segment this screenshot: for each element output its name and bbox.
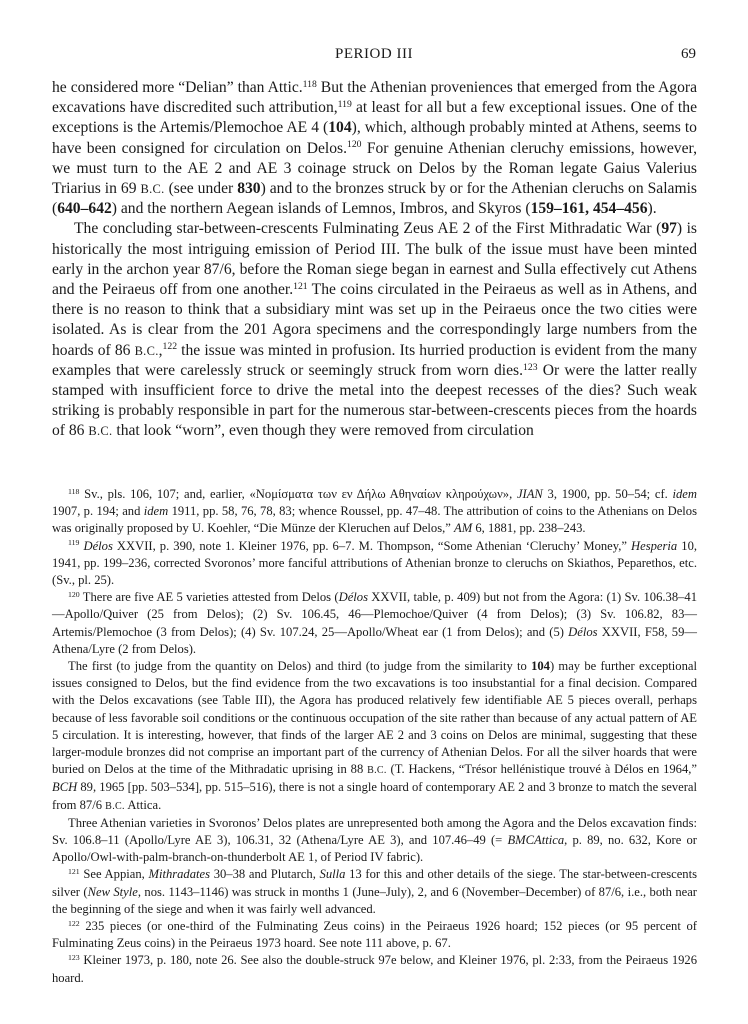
text-run: The first (to judge from the quantity on Delos) and third (to judge from the similarity to xyxy=(68,659,532,674)
footnote-number: 122 xyxy=(68,918,80,928)
text-run: that look “worn”, even though they were removed from circulation xyxy=(112,422,534,440)
text-run: Attica. xyxy=(124,797,162,812)
text-run: For genuine Athenian cleruchy emissions, however, we must turn to the AE 2 and AE 3 coinage struck on Delos by the Roman legate Gaius Valerius Triarius in 69 xyxy=(52,139,697,198)
book-title: Mithradates xyxy=(148,867,211,882)
main-text xyxy=(52,78,697,442)
text-run: There are five AE 5 varieties attested from Delos ( xyxy=(79,590,339,605)
footnote-ref[interactable]: 121 xyxy=(293,280,308,292)
text-run: 235 pieces (or one-third of the Fulminating Zeus coins) in the Peiraeus 1926 hoard; 152 pieces (or 95 percent of Fulminating Zeus coins) in the Peiraeus 1973 hoard. See note 111 above, p. 67. xyxy=(52,919,697,951)
text-run: Three Athenian varieties in Svoronos’ Delos plates are unrepresented both among the Agora and the Delos excavation finds: Sv. 106.8–11 (Apollo/Lyre AE 3), 106.31, 32 (Athena/Lyre AE 3), and 107.46–49 (= xyxy=(52,815,697,848)
italic-term: idem xyxy=(672,487,697,501)
text-run: ), which, although probably minted at Athens, seems to have been consigned for circulation on Delos. xyxy=(52,119,697,157)
paragraph xyxy=(52,219,697,441)
footnote-120-continuation xyxy=(52,658,697,815)
era-abbrev: B.C. xyxy=(140,182,165,197)
text-run: ) is historically the most intriguing emission of Period III. The bulk of the issue must have been minted early in the archon year 87/6, before the Roman siege began in earnest and Sulla effectively cut Athens and the Peiraeus off from one another. xyxy=(52,220,697,299)
footnote-118 xyxy=(52,486,697,538)
text-run: But the Athenian proveniences that emerged from the Agora excavations have discredited such attribution, xyxy=(52,79,697,117)
text-run: Or were the latter really stamped with insufficient force to drive the metal into the deepest recesses of the dies? Such weak striking is probably responsible in part for the numerous star-between-crescents pieces from the hoards of 86 xyxy=(52,361,697,440)
era-abbrev: B.C. xyxy=(367,765,387,777)
era-abbrev: B.C. xyxy=(105,800,125,812)
footnote-number: 118 xyxy=(68,486,80,496)
text-run: The coins circulated in the Peiraeus as well as in Athens, and there is no reason to think that a subsidiary mint was set up in the Peiraeus once the two cities were isolated. As is clear from the 201 Agora specimens and the correspondingly large numbers from the hoards of 86 xyxy=(52,281,697,359)
era-abbrev: B.C. xyxy=(88,424,113,439)
text-run: ) and to the bronzes struck by or for the Athenian cleruchs on Salamis ( xyxy=(52,180,697,218)
journal-title: JIAN xyxy=(516,487,543,501)
text-run: See Appian, xyxy=(79,867,149,882)
footnote-number: 119 xyxy=(68,538,80,548)
catalogue-ref: 159–161, 454–456 xyxy=(530,200,648,218)
text-run: XXVII, p. 390, note 1. Kleiner 1976, pp. 6–7. M. Thompson, “Some Athenian ‘Cleruchy’ Money,” xyxy=(112,538,632,553)
book-title: Délos xyxy=(83,538,113,553)
book-title: Délos xyxy=(568,624,598,639)
italic-term: idem xyxy=(143,504,169,519)
text-run: The concluding star-between-crescents Fulminating Zeus AE 2 of the First Mithradatic War ( xyxy=(74,220,662,238)
text-run: XXVII, F58, 59—Athena/Lyre (2 from Delos). xyxy=(52,624,697,656)
running-head xyxy=(52,46,696,70)
text-run: 1907, p. 194; and xyxy=(52,504,144,519)
catalogue-ref: 97 xyxy=(661,220,677,238)
book-title: New Style xyxy=(87,884,138,899)
book-title: Sulla xyxy=(319,867,346,882)
catalogue-ref: 104 xyxy=(328,119,352,137)
footnote-121 xyxy=(52,866,697,918)
text-run: , xyxy=(158,341,163,359)
text-run: 6, 1881, pp. 238–243. xyxy=(472,521,586,536)
book-title: BMCAttica xyxy=(507,833,565,848)
journal-title: BCH xyxy=(52,780,78,795)
footnote-123 xyxy=(52,952,697,986)
footnote-number: 123 xyxy=(68,953,80,963)
footnote-number: 120 xyxy=(68,589,80,599)
text-run: Sv., pls. 106, 107; and, earlier, «Noμίσματα των εν Δήλω Αθηναίων κληρούχων», xyxy=(79,487,517,501)
text-run: ). xyxy=(647,200,657,218)
text-run: (see under xyxy=(164,180,238,198)
footnote-119 xyxy=(52,538,697,590)
text-run: (T. Hackens, “Trésor hellénistique trouvé à Délos en 1964,” xyxy=(386,762,697,777)
text-run: the issue was minted in profusion. Its hurried production is evident from the many examples that were carelessly struck or seemingly struck from worn dies. xyxy=(52,341,697,379)
text-run: Kleiner 1973, p. 180, note 26. See also the double-struck 97e below, and Kleiner 1976, pl. 2:33, from the Peiraeus 1926 hoard. xyxy=(52,953,697,985)
footnote-number: 121 xyxy=(68,867,80,877)
text-run: , p. 89, no. 632, Kore or Apollo/Owl-with-palm-branch-on-thunderbolt AE 1, of Period IV fabric). xyxy=(52,833,697,865)
text-run: , nos. 1143–1146) was struck in months 1 (June–July), 2, and 6 (November–December) of 87/6, i.e., both near the beginning of the siege and when it was fairly well advanced. xyxy=(52,884,698,916)
text-run: 13 for this and other details of the siege. The star-between-crescents silver ( xyxy=(52,867,697,899)
catalogue-ref: 104 xyxy=(531,659,550,674)
footnote-122 xyxy=(52,918,697,952)
text-run: 1911, pp. 58, 76, 78, 83; whence Roussel, pp. 47–48. The attribution of coins to the Athenians on Delos was originally proposed by U. Koehler, “Die Münze der Kleruchen auf Delos,” xyxy=(52,504,697,536)
era-abbrev: B.C. xyxy=(134,343,159,358)
footnote-ref[interactable]: 123 xyxy=(523,361,538,373)
page-number: 69 xyxy=(681,46,696,62)
footnote-120-continuation xyxy=(52,815,697,867)
text-run: at least for all but a few exceptional issues. One of the exceptions is the Artemis/Plemochoe AE 4 ( xyxy=(52,99,697,137)
text-run: 3, 1900, pp. 50–54; cf. xyxy=(542,487,673,501)
footnote-ref[interactable]: 122 xyxy=(162,341,178,353)
catalogue-ref: 640–642 xyxy=(57,200,112,218)
text-run: 10, 1941, pp. 199–236, corrected Svoronos’ more fanciful attributions of Athenian bronze to cleruchs on Skiathos, Peparethos, etc. (Sv., pl. 25). xyxy=(52,538,698,588)
text-run: XXVII, table, p. 409) but not from the Agora: (1) Sv. 106.38–41—Apollo/Quiver (25 from Delos); (2) Sv. 106.45, 46—Plemochoe/Quiver (4 from Delos); (3) Sv. 106.82, 83—Artemis/Plemochoe (3 from Delos); (4) Sv. 107.24, 25—Apollo/Wheat ear (1 from Delos); and (5) xyxy=(52,590,698,639)
footnote-ref[interactable]: 119 xyxy=(337,98,352,110)
book-title: Délos xyxy=(338,590,368,605)
paragraph xyxy=(52,78,697,219)
footnote-ref[interactable]: 118 xyxy=(302,78,317,90)
text-run: he considered more “Delian” than Attic. xyxy=(52,79,303,96)
journal-title: Hesperia xyxy=(631,538,678,553)
text-run: 89, 1965 [pp. 503–534], pp. 515–516), there is not a single hoard of contemporary AE 2 and 3 bronze to match the several from 87/6 xyxy=(52,780,697,812)
catalogue-ref: 830 xyxy=(237,180,261,198)
text-run: ) may be further exceptional issues consigned to Delos, but the find evidence from the two excavations is too insubstantial for a final decision. Compared with the Delos excavations (see Table III), the Agora has produced relatively few identifiable AE 5 pieces overall, perhaps because of less favorable soil conditions or the continuous occupation of the site rather than because of any actual pattern of AE 5 circulation. It is interesting, however, that finds of the larger AE 2 and 3 coins on Delos are minimal, suggesting that these larger-module bronzes did not comprise an important part of the currency of Athenian Delos. For all the silver hoards that were buried on Delos at the time of the Mithradatic uprising in 88 xyxy=(52,659,697,777)
footnote-120 xyxy=(52,589,697,658)
text-run: 30–38 and Plutarch, xyxy=(210,867,320,882)
footnote-ref[interactable]: 120 xyxy=(346,139,362,151)
running-head-title: PERIOD III xyxy=(335,46,413,62)
journal-title: AM xyxy=(454,521,473,536)
text-run: ) and the northern Aegean islands of Lemnos, Imbros, and Skyros ( xyxy=(111,200,531,218)
footnotes xyxy=(52,486,697,987)
